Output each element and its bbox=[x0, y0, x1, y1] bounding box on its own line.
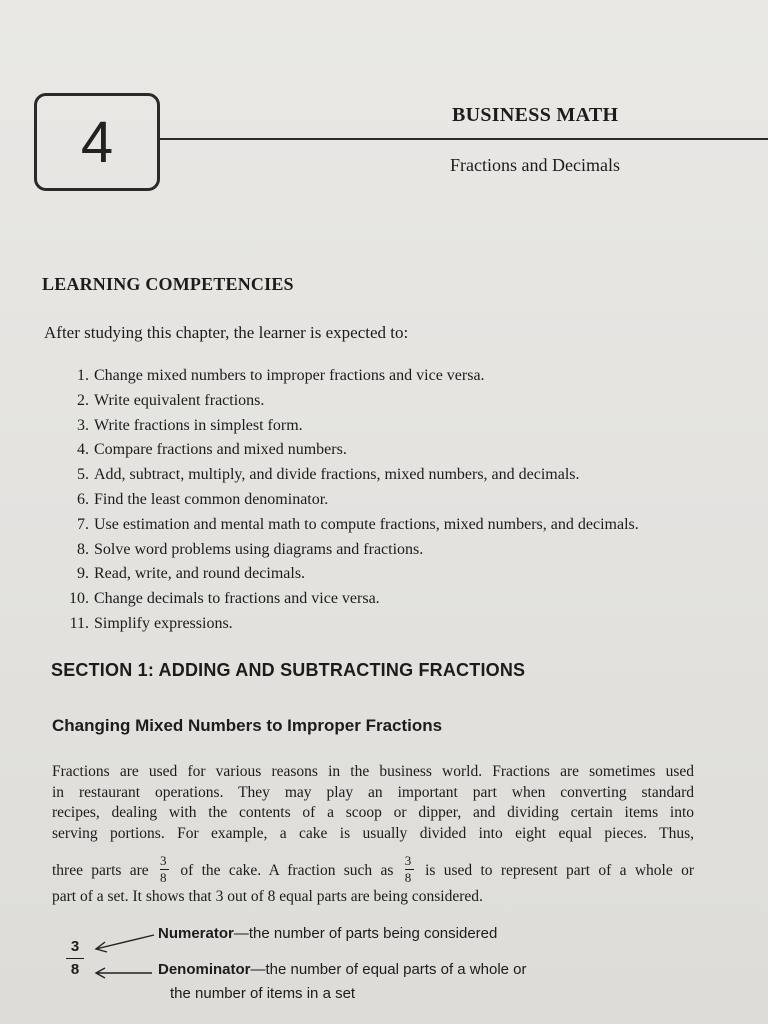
item-text: Read, write, and round decimals. bbox=[94, 565, 306, 583]
item-text: Solve word problems using diagrams and fractions. bbox=[94, 540, 424, 558]
item-text: Find the least common denominator. bbox=[94, 490, 329, 508]
numerator-description: —the number of parts being considered bbox=[233, 925, 498, 942]
numerator-term: Numerator bbox=[158, 925, 234, 942]
list-item bbox=[52, 540, 639, 565]
numerator-definition bbox=[158, 925, 497, 942]
fraction-denominator: 8 bbox=[404, 870, 412, 886]
item-number: 11. bbox=[69, 614, 89, 632]
diagram-numerator: 3 bbox=[70, 938, 80, 955]
list-item bbox=[52, 416, 639, 441]
list-item bbox=[52, 391, 639, 416]
text-segment: of the cake. A fraction such as bbox=[180, 862, 394, 880]
item-text: Add, subtract, multiply, and divide fractions, mixed numbers, and decimals. bbox=[94, 466, 580, 484]
list-item bbox=[52, 490, 639, 515]
paragraph-line: recipes, dealing with the contents of a scoop or dipper, and dividing certain items into bbox=[52, 804, 694, 822]
inline-fraction bbox=[405, 854, 414, 885]
fraction-denominator: 8 bbox=[160, 870, 167, 886]
item-number: 6. bbox=[77, 490, 89, 508]
denominator-arrow-icon bbox=[96, 968, 152, 978]
item-text: Change decimals to fractions and vice versa. bbox=[94, 590, 380, 608]
denominator-definition bbox=[158, 961, 527, 978]
book-title: BUSINESS MATH bbox=[452, 104, 619, 126]
item-text: Use estimation and mental math to compute fractions, mixed numbers, and decimals. bbox=[94, 515, 639, 533]
item-number: 3. bbox=[77, 416, 89, 434]
item-number: 7. bbox=[77, 515, 89, 533]
paragraph-line: part of a set. It shows that 3 out of 8 equal parts are being considered. bbox=[52, 888, 483, 906]
item-number: 8. bbox=[77, 540, 89, 558]
item-text: Write fractions in simplest form. bbox=[94, 416, 303, 434]
denominator-term: Denominator bbox=[158, 961, 251, 978]
subsection-heading: Changing Mixed Numbers to Improper Fractions bbox=[52, 716, 443, 735]
item-text: Write equivalent fractions. bbox=[94, 391, 265, 409]
learning-competencies-heading: LEARNING COMPETENCIES bbox=[42, 274, 294, 294]
section-heading: SECTION 1: ADDING AND SUBTRACTING FRACTIONS bbox=[51, 660, 526, 680]
paragraph-line-with-fractions bbox=[52, 853, 694, 887]
paragraph-line: serving portions. For example, a cake is usually divided into eight equal pieces. Thus, bbox=[52, 824, 694, 842]
numerator-arrow-icon bbox=[96, 935, 154, 952]
denominator-definition-continued: the number of items in a set bbox=[170, 985, 356, 1002]
header-rule bbox=[160, 138, 768, 140]
list-item bbox=[52, 564, 639, 589]
list-item bbox=[52, 589, 639, 614]
item-number: 10. bbox=[69, 590, 89, 608]
chapter-title: Fractions and Decimals bbox=[450, 155, 620, 175]
competencies-intro: After studying this chapter, the learner is expected to: bbox=[44, 323, 409, 342]
list-item bbox=[52, 366, 639, 391]
competency-list bbox=[52, 366, 639, 639]
item-text: Simplify expressions. bbox=[94, 614, 233, 632]
paragraph-line: in restaurant operations. They may play an important part when converting standard bbox=[52, 783, 694, 801]
item-number: 9. bbox=[77, 565, 89, 583]
item-text: Change mixed numbers to improper fractions and vice versa. bbox=[94, 367, 485, 384]
text-segment: is used to represent part of a whole or bbox=[425, 862, 694, 880]
chapter-number-box bbox=[34, 93, 160, 191]
list-item bbox=[52, 515, 639, 540]
item-number: 2. bbox=[77, 391, 89, 409]
diagram-fraction bbox=[66, 938, 84, 979]
item-number: 5. bbox=[77, 466, 89, 484]
chapter-number: 4 bbox=[80, 109, 114, 175]
inline-fraction bbox=[160, 854, 169, 885]
fraction-numerator: 3 bbox=[160, 853, 167, 869]
item-number: 1. bbox=[77, 367, 89, 384]
item-text: Compare fractions and mixed numbers. bbox=[94, 441, 347, 459]
list-item bbox=[52, 465, 639, 490]
text-segment: three parts are bbox=[52, 862, 149, 880]
diagram-arrows bbox=[92, 930, 158, 980]
fraction-numerator: 3 bbox=[404, 853, 412, 869]
diagram-denominator: 8 bbox=[70, 961, 80, 978]
list-item bbox=[52, 440, 639, 465]
denominator-description: —the number of equal parts of a whole or bbox=[250, 961, 527, 978]
body-paragraph bbox=[52, 762, 694, 908]
paragraph-line: Fractions are used for various reasons in the business world. Fractions are sometimes used bbox=[52, 763, 694, 780]
list-item bbox=[52, 614, 639, 639]
diagram-fraction-bar bbox=[66, 958, 84, 959]
item-number: 4. bbox=[77, 441, 89, 459]
